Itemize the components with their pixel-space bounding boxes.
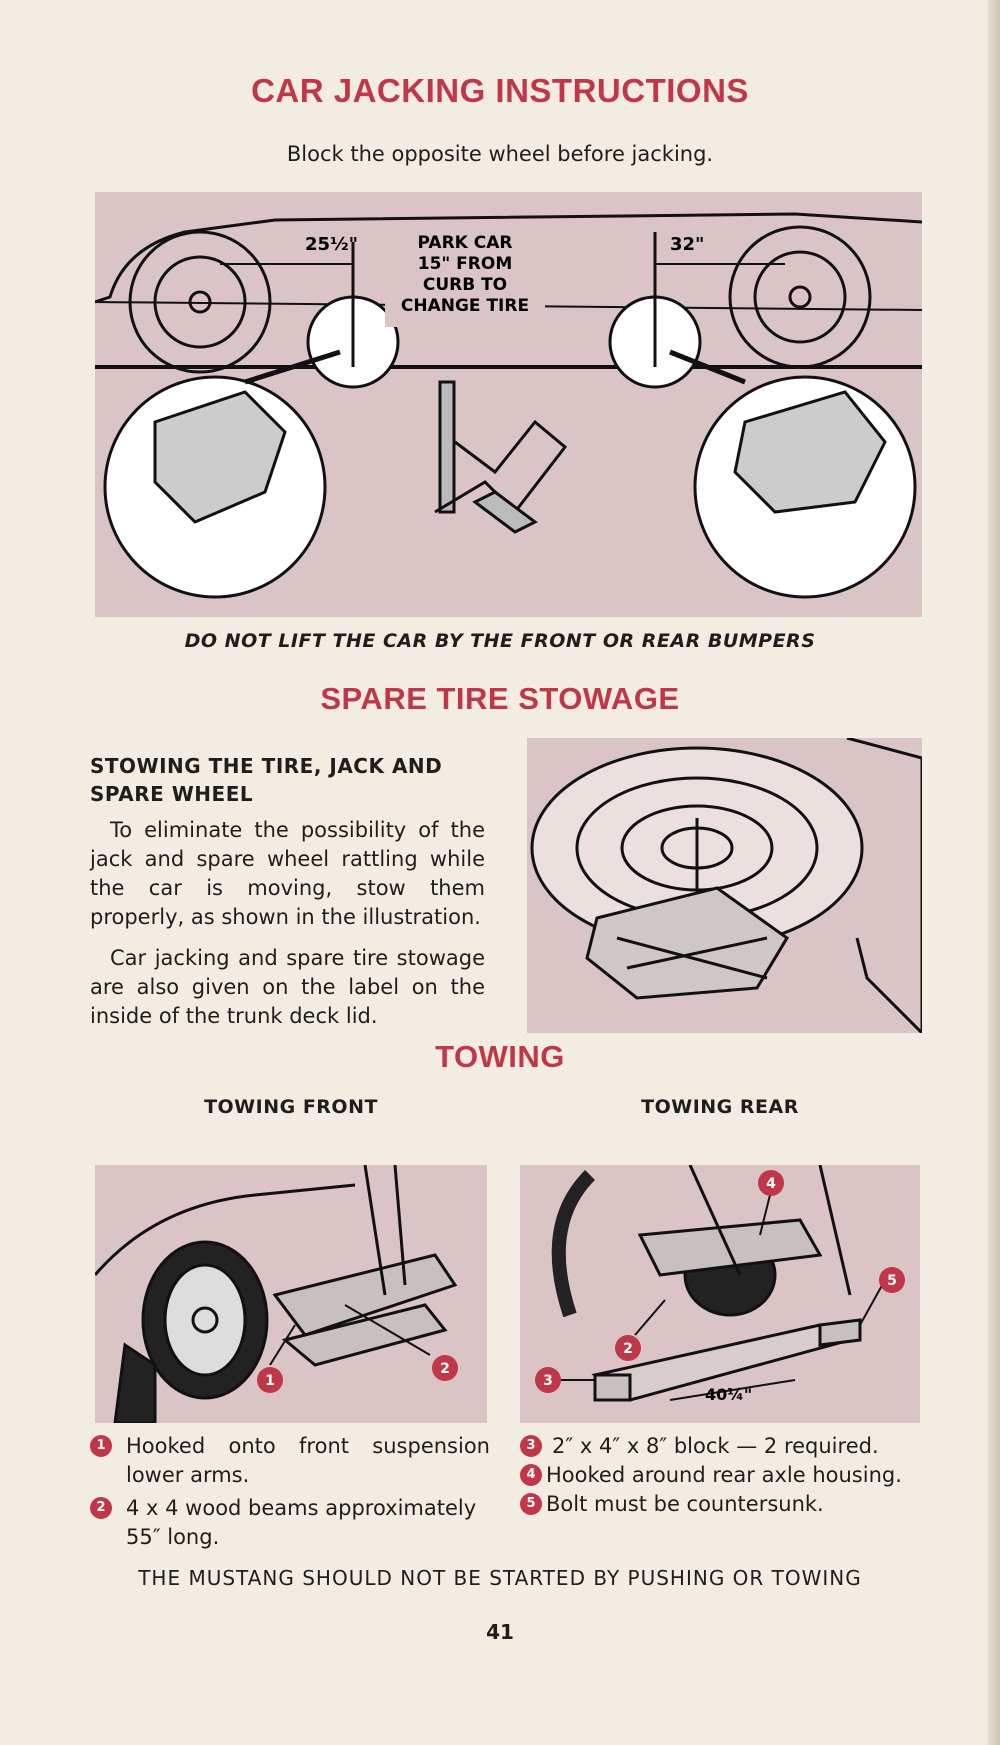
towing-title: TOWING (435, 1039, 565, 1074)
front-note-2 (90, 1494, 490, 1552)
spare-paragraph-1: To eliminate the possibility of the jack and spare wheel rattling while the car is moving, stow them properly, as shown in the illustration. (90, 818, 485, 929)
towing-rear-heading: TOWING REAR (641, 1096, 799, 1118)
callout-3: 3 (543, 1373, 553, 1389)
towing-rear-diagram (520, 1165, 920, 1423)
pushing-warning: THE MUSTANG SHOULD NOT BE STARTED BY PUSHING OR TOWING (138, 1566, 862, 1590)
rear-note-3 (520, 1432, 920, 1461)
jacking-title: CAR JACKING INSTRUCTIONS (251, 72, 749, 109)
callout-2: 2 (440, 1361, 450, 1377)
callout-4: 4 (766, 1176, 776, 1192)
rear-note-5-text: Bolt must be countersunk. (546, 1492, 824, 1516)
note-badge-2: 2 (90, 1497, 112, 1519)
park-car-line-3: CURB TO (422, 275, 508, 295)
rear-note-3-text: 2″ x 4″ x 8″ block — 2 required. (552, 1434, 879, 1458)
callout-5: 5 (887, 1273, 897, 1289)
page-edge (988, 0, 1000, 1745)
page-number: 41 (486, 1620, 514, 1644)
spare-tire-diagram (527, 738, 922, 1033)
spare-title: SPARE TIRE STOWAGE (320, 681, 680, 716)
note-badge-5: 5 (520, 1493, 542, 1515)
front-notes (90, 1432, 490, 1552)
rear-notes (520, 1432, 920, 1519)
park-car-line-1: PARK CAR (417, 233, 513, 253)
towing-front-heading: TOWING FRONT (204, 1096, 378, 1118)
towing-front-diagram (95, 1165, 487, 1423)
towing-rear-illustration (520, 1165, 920, 1423)
front-note-2-text: 4 x 4 wood beams approximately 55″ long. (126, 1496, 477, 1549)
rear-note-5 (520, 1490, 920, 1519)
spare-tire-illustration (527, 738, 922, 1033)
rear-block-dimension: 40¼" (705, 1385, 753, 1404)
park-car-line-2: 15" FROM (417, 254, 513, 274)
jacking-subtitle: Block the opposite wheel before jacking. (286, 142, 714, 166)
dimension-rear-label: 32" (670, 234, 705, 255)
front-note-1 (90, 1432, 490, 1490)
park-car-line-4: CHANGE TIRE (400, 296, 530, 316)
bumper-warning: DO NOT LIFT THE CAR BY THE FRONT OR REAR BUMPERS (184, 630, 816, 652)
callout-1: 1 (265, 1373, 275, 1389)
dimension-front-label: 25½" (305, 234, 359, 255)
note-badge-4: 4 (520, 1464, 542, 1486)
rear-note-4-text: Hooked around rear axle housing. (546, 1463, 902, 1487)
callout-2-rear: 2 (623, 1341, 633, 1357)
jacking-illustration (95, 192, 922, 617)
spare-paragraph-2: Car jacking and spare tire stowage are also given on the label on the inside of the trunk deck lid. (90, 946, 485, 1028)
note-badge-1: 1 (90, 1435, 112, 1457)
spare-subheading: STOWING THE TIRE, JACK AND SPARE WHEEL (90, 754, 443, 806)
car-jacking-diagram (95, 192, 922, 617)
note-badge-3: 3 (520, 1435, 542, 1457)
front-note-1-text: Hooked onto front suspension lower arms. (126, 1434, 490, 1487)
rear-note-4 (520, 1461, 920, 1490)
towing-front-illustration (95, 1165, 487, 1423)
